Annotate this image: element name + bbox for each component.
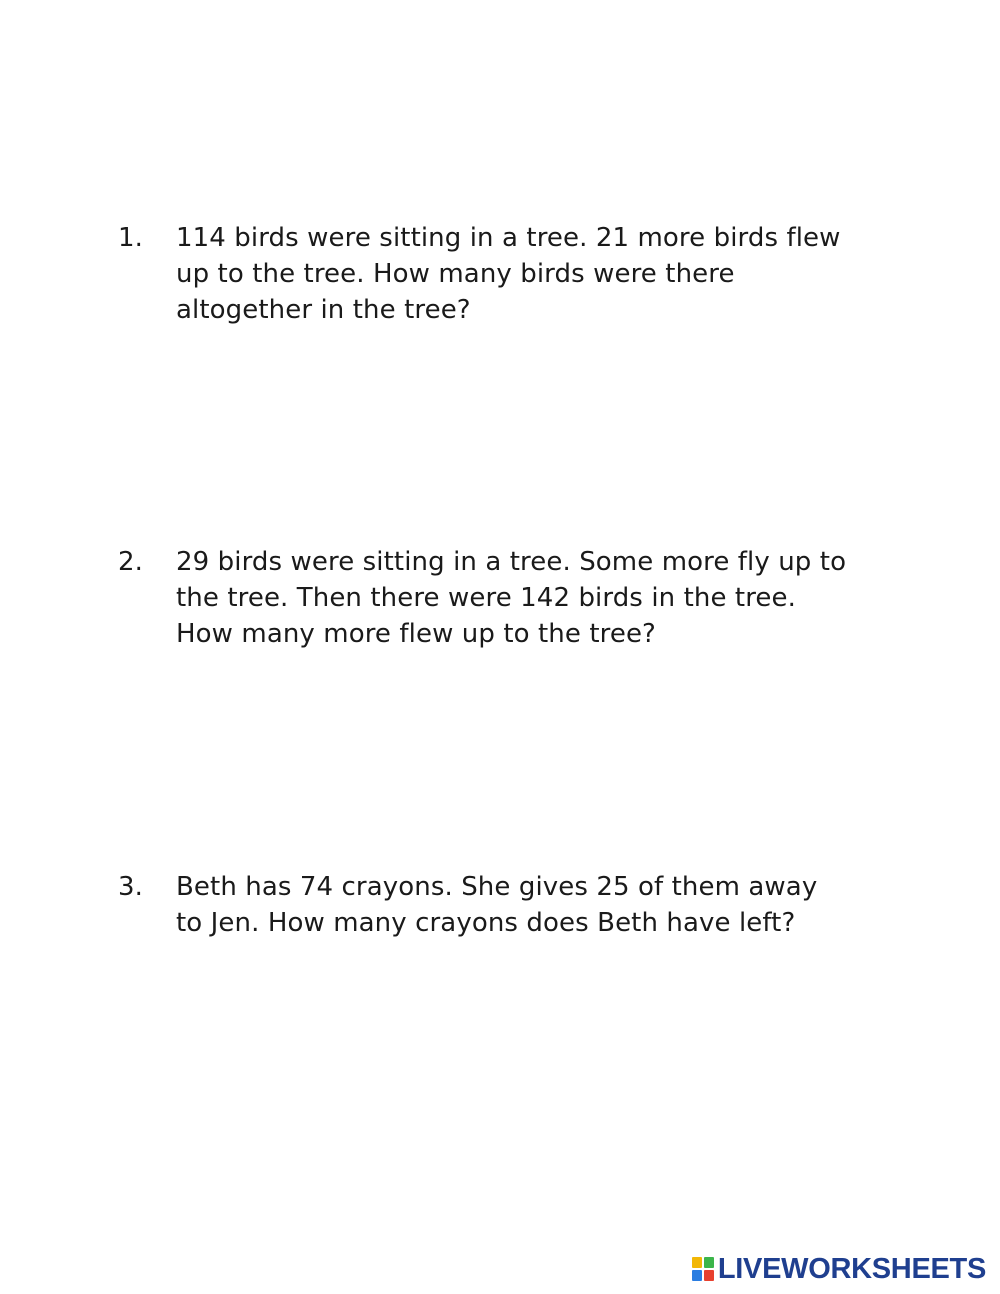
problem-number: 3. — [118, 872, 144, 902]
logo-square-green — [704, 1257, 714, 1268]
problem-3 — [118, 869, 898, 941]
brand-name: LIVEWORKSHEETS — [717, 1253, 986, 1285]
logo-square-blue — [692, 1270, 702, 1281]
problem-2 — [118, 544, 898, 652]
liveworksheets-logo — [692, 1254, 986, 1284]
problem-number: 2. — [118, 547, 144, 577]
problem-text: 29 birds were sitting in a tree. Some more fly up to the tree. Then there were 142 birds in the tree. How many more flew up to the tree? — [176, 547, 847, 649]
problem-number: 1. — [118, 223, 144, 253]
logo-square-yellow — [692, 1257, 702, 1268]
problem-1 — [118, 220, 898, 328]
problem-text: Beth has 74 crayons. She gives 25 of them away to Jen. How many crayons does Beth have left? — [176, 872, 818, 938]
logo-square-red — [704, 1270, 714, 1281]
liveworksheets-logo-icon — [692, 1257, 714, 1281]
problem-text: 114 birds were sitting in a tree. 21 more birds flew up to the tree. How many birds were there altogether in the tree? — [176, 223, 841, 325]
